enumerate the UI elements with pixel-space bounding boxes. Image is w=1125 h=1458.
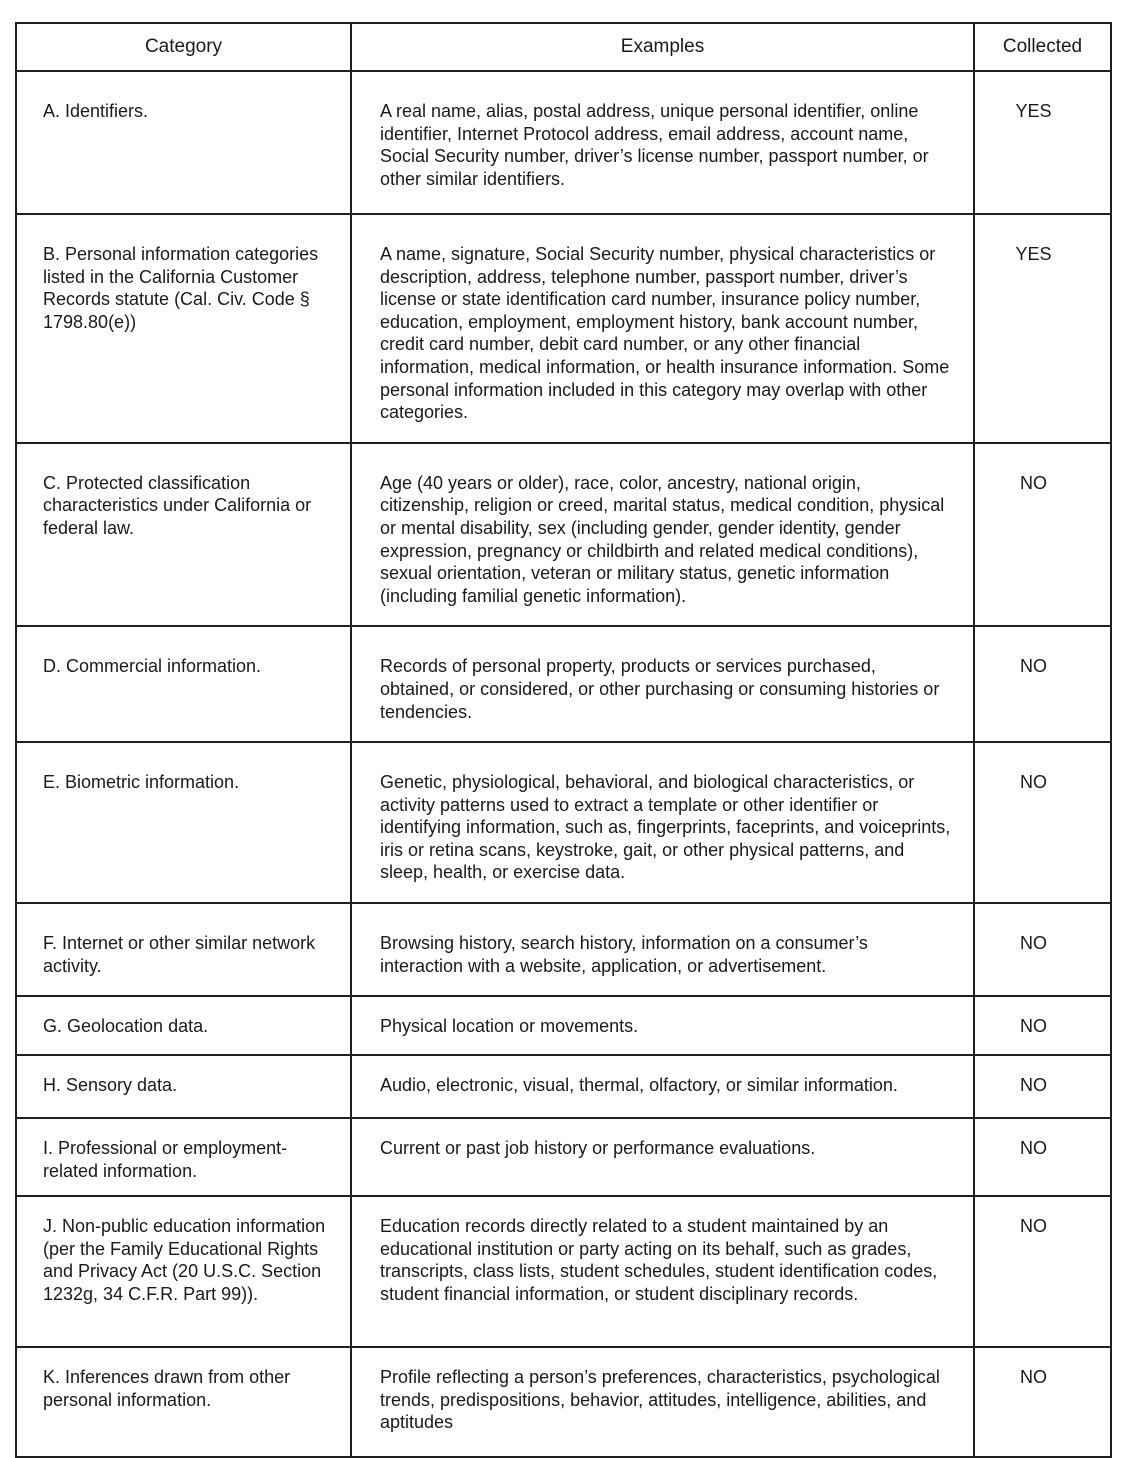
collected-cell: NO	[974, 1055, 1111, 1118]
collected-cell: NO	[974, 903, 1111, 996]
category-cell: E. Biometric information.	[16, 742, 351, 903]
table-row	[16, 1055, 1111, 1118]
category-cell: D. Commercial information.	[16, 626, 351, 742]
examples-cell: Current or past job history or performance evaluations.	[351, 1118, 974, 1196]
examples-column-header: Examples	[351, 23, 974, 71]
table-row	[16, 903, 1111, 996]
table-row	[16, 626, 1111, 742]
examples-cell: Genetic, physiological, behavioral, and biological characteristics, or activity patterns used to extract a template or other identifier or identifying information, such as, fingerprints, faceprints, and voiceprints, iris or retina scans, keystroke, gait, or other physical patterns, and sleep, health, or exercise data.	[351, 742, 974, 903]
examples-cell: Records of personal property, products or services purchased, obtained, or considered, or other purchasing or consuming histories or tendencies.	[351, 626, 974, 742]
collected-cell: NO	[974, 1118, 1111, 1196]
collected-cell: NO	[974, 1196, 1111, 1347]
examples-cell: Physical location or movements.	[351, 996, 974, 1055]
table-row	[16, 71, 1111, 214]
category-cell: K. Inferences drawn from other personal information.	[16, 1347, 351, 1457]
personal-information-table	[15, 22, 1112, 1458]
table-row	[16, 1118, 1111, 1196]
category-cell: F. Internet or other similar network activity.	[16, 903, 351, 996]
examples-cell: A name, signature, Social Security number, physical characteristics or description, address, telephone number, passport number, driver’s license or state identification card number, insurance policy number, education, employment, employment history, bank account number, credit card number, debit card number, or any other financial information, medical information, or health insurance information. Some personal information included in this category may overlap with other categories.	[351, 214, 974, 443]
table-row	[16, 1347, 1111, 1457]
table-row	[16, 443, 1111, 627]
collected-cell: NO	[974, 996, 1111, 1055]
category-cell: C. Protected classification characteristics under California or federal law.	[16, 443, 351, 627]
examples-cell: Profile reflecting a person’s preferences, characteristics, psychological trends, predispositions, behavior, attitudes, intelligence, abilities, and aptitudes	[351, 1347, 974, 1457]
collected-cell: NO	[974, 742, 1111, 903]
table-row	[16, 214, 1111, 443]
collected-cell: YES	[974, 71, 1111, 214]
category-cell: A. Identifiers.	[16, 71, 351, 214]
table-header-row	[16, 23, 1111, 71]
table-row	[16, 996, 1111, 1055]
examples-cell: Browsing history, search history, information on a consumer’s interaction with a website, application, or advertisement.	[351, 903, 974, 996]
collected-cell: YES	[974, 214, 1111, 443]
collected-column-header: Collected	[974, 23, 1111, 71]
examples-cell: Audio, electronic, visual, thermal, olfactory, or similar information.	[351, 1055, 974, 1118]
collected-cell: NO	[974, 443, 1111, 627]
examples-cell: A real name, alias, postal address, unique personal identifier, online identifier, Internet Protocol address, email address, account name, Social Security number, driver’s license number, passport number, or other similar identifiers.	[351, 71, 974, 214]
collected-cell: NO	[974, 626, 1111, 742]
category-cell: H. Sensory data.	[16, 1055, 351, 1118]
collected-cell: NO	[974, 1347, 1111, 1457]
examples-cell: Age (40 years or older), race, color, ancestry, national origin, citizenship, religion or creed, marital status, medical condition, physical or mental disability, sex (including gender, gender identity, gender expression, pregnancy or childbirth and related medical conditions), sexual orientation, veteran or military status, genetic information (including familial genetic information).	[351, 443, 974, 627]
table-row	[16, 742, 1111, 903]
category-cell: I. Professional or employment-related information.	[16, 1118, 351, 1196]
table-row	[16, 1196, 1111, 1347]
category-cell: B. Personal information categories listed in the California Customer Records statute (Cal. Civ. Code § 1798.80(e))	[16, 214, 351, 443]
category-cell: G. Geolocation data.	[16, 996, 351, 1055]
examples-cell: Education records directly related to a student maintained by an educational institution or party acting on its behalf, such as grades, transcripts, class lists, student schedules, student identification codes, student financial information, or student disciplinary records.	[351, 1196, 974, 1347]
category-column-header: Category	[16, 23, 351, 71]
category-cell: J. Non-public education information (per the Family Educational Rights and Privacy Act (20 U.S.C. Section 1232g, 34 C.F.R. Part 99)).	[16, 1196, 351, 1347]
